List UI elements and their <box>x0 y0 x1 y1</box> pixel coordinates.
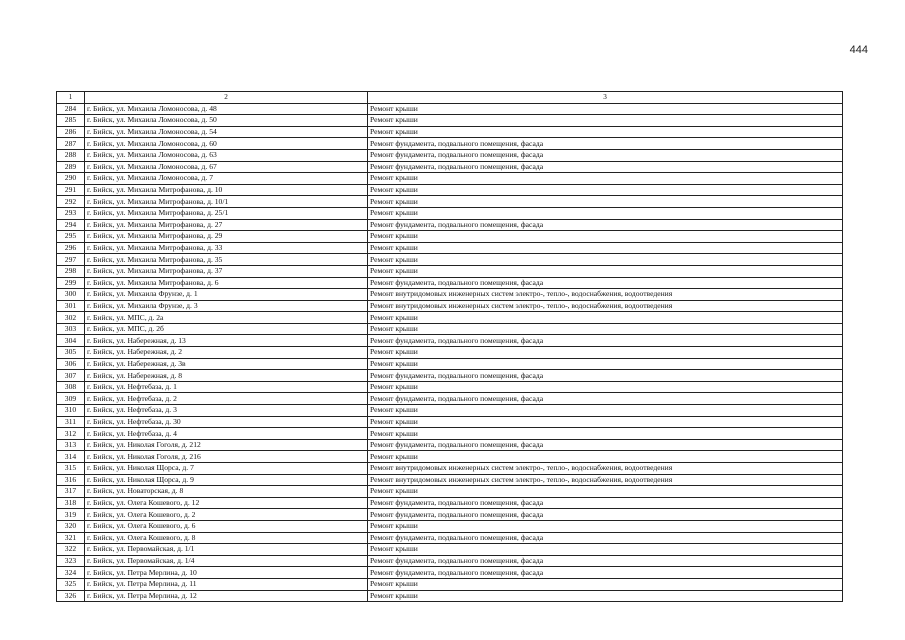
work-type-cell: Ремонт фундамента, подвального помещения, фасада <box>368 149 843 161</box>
work-type-cell: Ремонт крыши <box>368 347 843 359</box>
table-row <box>57 451 843 463</box>
row-number-cell: 295 <box>57 231 85 243</box>
work-type-cell: Ремонт внутридомовых инженерных систем электро-, тепло-, водоснабжения, водоотведения <box>368 463 843 475</box>
work-type-cell: Ремонт крыши <box>368 312 843 324</box>
table-row <box>57 416 843 428</box>
table-row <box>57 578 843 590</box>
address-cell: г. Бийск, ул. Первомайская, д. 1/1 <box>85 544 368 556</box>
address-cell: г. Бийск, ул. Михаила Ломоносова, д. 54 <box>85 126 368 138</box>
table-row <box>57 555 843 567</box>
row-number-cell: 322 <box>57 544 85 556</box>
address-cell: г. Бийск, ул. Нефтебаза, д. 1 <box>85 381 368 393</box>
row-number-cell: 320 <box>57 520 85 532</box>
work-type-cell: Ремонт внутридомовых инженерных систем электро-, тепло-, водоснабжения, водоотведения <box>368 474 843 486</box>
table-row <box>57 103 843 115</box>
work-type-cell: Ремонт крыши <box>368 126 843 138</box>
work-type-cell: Ремонт фундамента, подвального помещения, фасада <box>368 567 843 579</box>
row-number-cell: 299 <box>57 277 85 289</box>
work-type-cell: Ремонт фундамента, подвального помещения, фасада <box>368 370 843 382</box>
address-cell: г. Бийск, ул. Николая Гоголя, д. 212 <box>85 439 368 451</box>
table-row <box>57 196 843 208</box>
work-type-cell: Ремонт внутридомовых инженерных систем электро-, тепло-, водоснабжения, водоотведения <box>368 300 843 312</box>
table-row <box>57 207 843 219</box>
table-row <box>57 474 843 486</box>
row-number-cell: 312 <box>57 428 85 440</box>
work-type-cell: Ремонт крыши <box>368 231 843 243</box>
address-cell: г. Бийск, ул. Михаила Митрофанова, д. 6 <box>85 277 368 289</box>
page-number: 444 <box>849 44 868 56</box>
address-cell: г. Бийск, ул. Михаила Ломоносова, д. 60 <box>85 138 368 150</box>
work-type-cell: Ремонт фундамента, подвального помещения, фасада <box>368 138 843 150</box>
table-row <box>57 428 843 440</box>
address-cell: г. Бийск, ул. Михаила Фрунзе, д. 1 <box>85 289 368 301</box>
table-row <box>57 439 843 451</box>
row-number-cell: 313 <box>57 439 85 451</box>
address-cell: г. Бийск, ул. Михаила Митрофанова, д. 37 <box>85 265 368 277</box>
row-number-cell: 293 <box>57 207 85 219</box>
table-row <box>57 138 843 150</box>
table-row <box>57 277 843 289</box>
work-type-cell: Ремонт крыши <box>368 207 843 219</box>
work-type-cell: Ремонт крыши <box>368 381 843 393</box>
address-cell: г. Бийск, ул. Михаила Фрунзе, д. 3 <box>85 300 368 312</box>
work-type-cell: Ремонт фундамента, подвального помещения, фасада <box>368 335 843 347</box>
address-cell: г. Бийск, ул. Михаила Митрофанова, д. 10 <box>85 184 368 196</box>
row-number-cell: 289 <box>57 161 85 173</box>
row-number-cell: 297 <box>57 254 85 266</box>
work-type-cell: Ремонт крыши <box>368 358 843 370</box>
address-cell: г. Бийск, ул. Михаила Ломоносова, д. 67 <box>85 161 368 173</box>
work-type-cell: Ремонт фундамента, подвального помещения, фасада <box>368 497 843 509</box>
work-type-cell: Ремонт крыши <box>368 520 843 532</box>
row-number-cell: 325 <box>57 578 85 590</box>
address-cell: г. Бийск, ул. Нефтебаза, д. 3 <box>85 405 368 417</box>
address-cell: г. Бийск, ул. Михаила Митрофанова, д. 10/1 <box>85 196 368 208</box>
row-number-cell: 305 <box>57 347 85 359</box>
table-row <box>57 520 843 532</box>
work-type-cell: Ремонт крыши <box>368 115 843 127</box>
row-number-cell: 323 <box>57 555 85 567</box>
work-type-cell: Ремонт фундамента, подвального помещения, фасада <box>368 532 843 544</box>
table-row <box>57 393 843 405</box>
work-type-cell: Ремонт фундамента, подвального помещения, фасада <box>368 555 843 567</box>
row-number-cell: 316 <box>57 474 85 486</box>
work-type-cell: Ремонт крыши <box>368 486 843 498</box>
column-header-work-type: 3 <box>368 92 843 104</box>
table-row <box>57 497 843 509</box>
address-cell: г. Бийск, ул. Петра Мерлина, д. 10 <box>85 567 368 579</box>
repair-registry-table <box>56 91 843 602</box>
table-row <box>57 173 843 185</box>
row-number-cell: 294 <box>57 219 85 231</box>
address-cell: г. Бийск, ул. Михаила Митрофанова, д. 29 <box>85 231 368 243</box>
row-number-cell: 291 <box>57 184 85 196</box>
address-cell: г. Бийск, ул. Михаила Митрофанова, д. 25/1 <box>85 207 368 219</box>
row-number-cell: 300 <box>57 289 85 301</box>
address-cell: г. Бийск, ул. Новаторская, д. 8 <box>85 486 368 498</box>
work-type-cell: Ремонт крыши <box>368 590 843 602</box>
address-cell: г. Бийск, ул. Михаила Ломоносова, д. 63 <box>85 149 368 161</box>
row-number-cell: 284 <box>57 103 85 115</box>
row-number-cell: 285 <box>57 115 85 127</box>
work-type-cell: Ремонт крыши <box>368 428 843 440</box>
address-cell: г. Бийск, ул. Набережная, д. 3в <box>85 358 368 370</box>
table-row <box>57 312 843 324</box>
work-type-cell: Ремонт крыши <box>368 405 843 417</box>
table-row <box>57 532 843 544</box>
table-row <box>57 590 843 602</box>
table-row <box>57 149 843 161</box>
address-cell: г. Бийск, ул. Первомайская, д. 1/4 <box>85 555 368 567</box>
table-row <box>57 300 843 312</box>
work-type-cell: Ремонт крыши <box>368 416 843 428</box>
row-number-cell: 309 <box>57 393 85 405</box>
work-type-cell: Ремонт крыши <box>368 544 843 556</box>
work-type-cell: Ремонт фундамента, подвального помещения, фасада <box>368 509 843 521</box>
address-cell: г. Бийск, ул. Михаила Митрофанова, д. 27 <box>85 219 368 231</box>
row-number-cell: 315 <box>57 463 85 475</box>
row-number-cell: 298 <box>57 265 85 277</box>
address-cell: г. Бийск, ул. Нефтебаза, д. 2 <box>85 393 368 405</box>
work-type-cell: Ремонт крыши <box>368 242 843 254</box>
work-type-cell: Ремонт фундамента, подвального помещения, фасада <box>368 219 843 231</box>
address-cell: г. Бийск, ул. Петра Мерлина, д. 11 <box>85 578 368 590</box>
row-number-cell: 287 <box>57 138 85 150</box>
table-row <box>57 544 843 556</box>
row-number-cell: 321 <box>57 532 85 544</box>
address-cell: г. Бийск, ул. Михаила Митрофанова, д. 35 <box>85 254 368 266</box>
address-cell: г. Бийск, ул. Набережная, д. 8 <box>85 370 368 382</box>
table-row <box>57 219 843 231</box>
work-type-cell: Ремонт крыши <box>368 451 843 463</box>
address-cell: г. Бийск, ул. Михаила Ломоносова, д. 50 <box>85 115 368 127</box>
column-header-number: 1 <box>57 92 85 104</box>
work-type-cell: Ремонт крыши <box>368 265 843 277</box>
row-number-cell: 302 <box>57 312 85 324</box>
row-number-cell: 308 <box>57 381 85 393</box>
row-number-cell: 290 <box>57 173 85 185</box>
row-number-cell: 296 <box>57 242 85 254</box>
address-cell: г. Бийск, ул. Николая Гоголя, д. 216 <box>85 451 368 463</box>
table-row <box>57 231 843 243</box>
work-type-cell: Ремонт крыши <box>368 323 843 335</box>
row-number-cell: 306 <box>57 358 85 370</box>
row-number-cell: 288 <box>57 149 85 161</box>
table-row <box>57 115 843 127</box>
row-number-cell: 324 <box>57 567 85 579</box>
row-number-cell: 303 <box>57 323 85 335</box>
address-cell: г. Бийск, ул. Олега Кошевого, д. 12 <box>85 497 368 509</box>
table-row <box>57 126 843 138</box>
address-cell: г. Бийск, ул. Олега Кошевого, д. 8 <box>85 532 368 544</box>
address-cell: г. Бийск, ул. Набережная, д. 2 <box>85 347 368 359</box>
row-number-cell: 326 <box>57 590 85 602</box>
row-number-cell: 310 <box>57 405 85 417</box>
address-cell: г. Бийск, ул. Нефтебаза, д. 30 <box>85 416 368 428</box>
row-number-cell: 314 <box>57 451 85 463</box>
table-row <box>57 347 843 359</box>
row-number-cell: 292 <box>57 196 85 208</box>
table-row <box>57 358 843 370</box>
work-type-cell: Ремонт фундамента, подвального помещения, фасада <box>368 161 843 173</box>
work-type-cell: Ремонт фундамента, подвального помещения, фасада <box>368 277 843 289</box>
row-number-cell: 286 <box>57 126 85 138</box>
address-cell: г. Бийск, ул. Николая Щорса, д. 9 <box>85 474 368 486</box>
row-number-cell: 317 <box>57 486 85 498</box>
table-row <box>57 254 843 266</box>
work-type-cell: Ремонт внутридомовых инженерных систем электро-, тепло-, водоснабжения, водоотведения <box>368 289 843 301</box>
address-cell: г. Бийск, ул. Нефтебаза, д. 4 <box>85 428 368 440</box>
address-cell: г. Бийск, ул. Михаила Митрофанова, д. 33 <box>85 242 368 254</box>
table-row <box>57 161 843 173</box>
table-row <box>57 381 843 393</box>
table-row <box>57 335 843 347</box>
work-type-cell: Ремонт крыши <box>368 103 843 115</box>
address-cell: г. Бийск, ул. МПС, д. 2б <box>85 323 368 335</box>
address-cell: г. Бийск, ул. Михаила Ломоносова, д. 48 <box>85 103 368 115</box>
table-row <box>57 463 843 475</box>
table-row <box>57 184 843 196</box>
address-cell: г. Бийск, ул. Петра Мерлина, д. 12 <box>85 590 368 602</box>
row-number-cell: 304 <box>57 335 85 347</box>
address-cell: г. Бийск, ул. Олега Кошевого, д. 6 <box>85 520 368 532</box>
row-number-cell: 318 <box>57 497 85 509</box>
address-cell: г. Бийск, ул. Николая Щорса, д. 7 <box>85 463 368 475</box>
table-row <box>57 567 843 579</box>
header-row <box>57 92 843 104</box>
table-row <box>57 265 843 277</box>
address-cell: г. Бийск, ул. Олега Кошевого, д. 2 <box>85 509 368 521</box>
row-number-cell: 301 <box>57 300 85 312</box>
work-type-cell: Ремонт фундамента, подвального помещения, фасада <box>368 439 843 451</box>
table-row <box>57 486 843 498</box>
table-row <box>57 323 843 335</box>
table-row <box>57 405 843 417</box>
work-type-cell: Ремонт крыши <box>368 196 843 208</box>
row-number-cell: 319 <box>57 509 85 521</box>
address-cell: г. Бийск, ул. МПС, д. 2а <box>85 312 368 324</box>
table-row <box>57 242 843 254</box>
table-body <box>57 103 843 602</box>
column-header-address: 2 <box>85 92 368 104</box>
work-type-cell: Ремонт крыши <box>368 184 843 196</box>
address-cell: г. Бийск, ул. Михаила Ломоносова, д. 7 <box>85 173 368 185</box>
row-number-cell: 307 <box>57 370 85 382</box>
table-row <box>57 370 843 382</box>
table-row <box>57 289 843 301</box>
row-number-cell: 311 <box>57 416 85 428</box>
work-type-cell: Ремонт крыши <box>368 254 843 266</box>
address-cell: г. Бийск, ул. Набережная, д. 13 <box>85 335 368 347</box>
table-row <box>57 509 843 521</box>
work-type-cell: Ремонт фундамента, подвального помещения, фасада <box>368 393 843 405</box>
work-type-cell: Ремонт крыши <box>368 578 843 590</box>
work-type-cell: Ремонт крыши <box>368 173 843 185</box>
